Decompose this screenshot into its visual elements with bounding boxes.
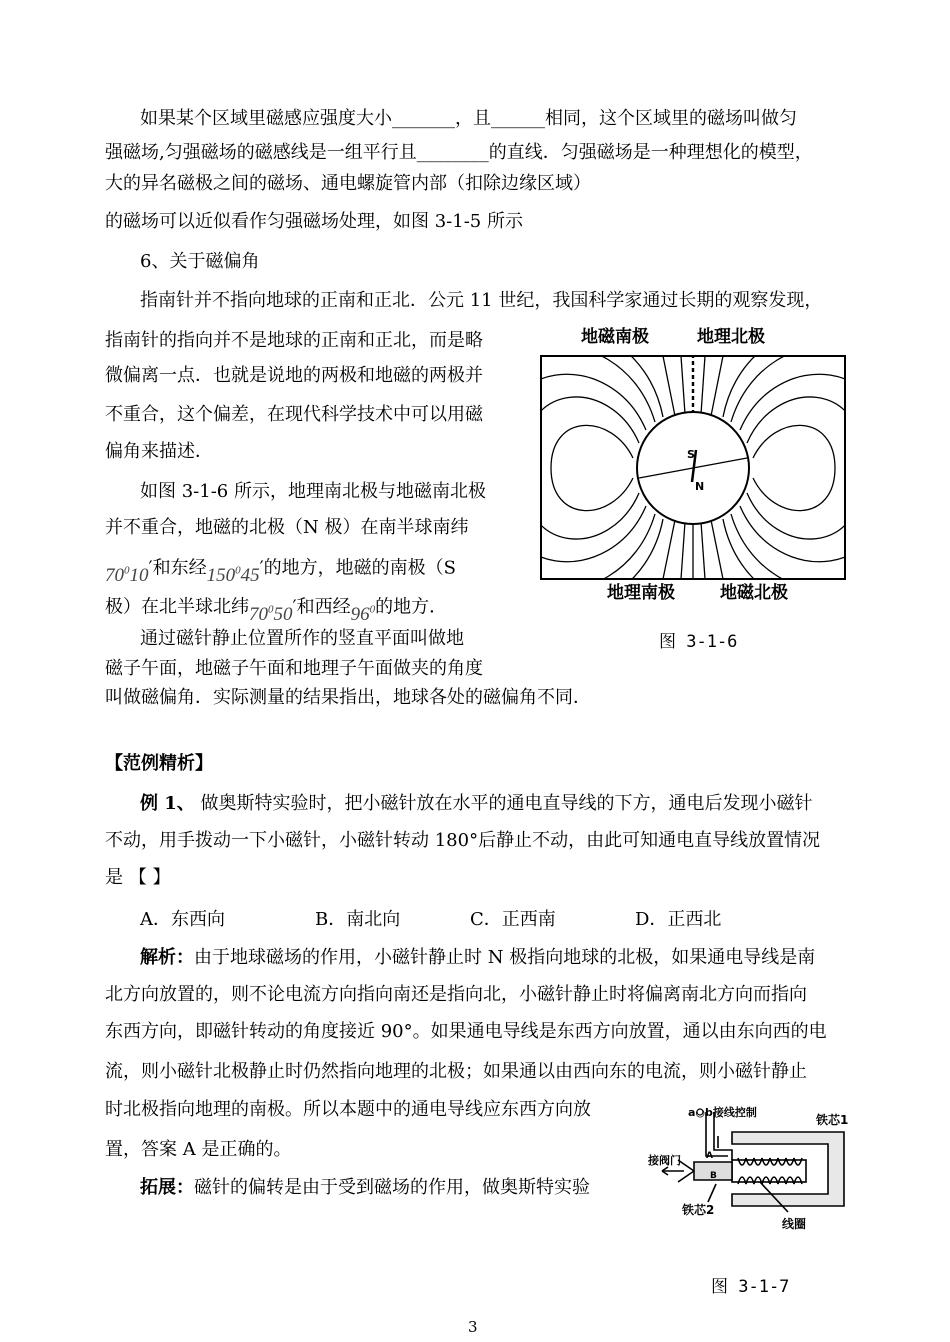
label-geographic-south: 地理南极 [607, 583, 675, 603]
option-b: B．南北向 [315, 909, 401, 930]
analysis-line: 置，答案 A 是正确的。 [105, 1139, 292, 1160]
label-geographic-north: 地理北极 [697, 327, 765, 347]
longitude-value: $150^045$ [206, 565, 260, 587]
latitude-value: $70^050$ [249, 604, 293, 626]
needle-s-label: S [687, 448, 695, 461]
figure-caption: 图 3-1-6 [659, 632, 738, 652]
needle-n-label: N [695, 480, 705, 493]
paragraph-line: 指南针并不指向地球的正南和正北．公元 11 世纪，我国科学家通过长期的观察发现， [140, 290, 823, 311]
analysis-line: 北方向放置的，则不论电流方向指向南还是指向北，小磁针静止时将偏离南北方向而指向 [105, 984, 807, 1005]
extension-line: 拓展：磁针的偏转是由于受到磁场的作用，做奥斯特实验 [140, 1177, 590, 1198]
question-line: 是 【 】 [105, 867, 171, 888]
paragraph-line: 微偏离一点．也就是说地的两极和地磁的两极并 [105, 365, 483, 386]
paragraph-line: 极）在北半球北纬$70^050'$和西经$96^0$的地方． [105, 596, 448, 626]
earth-field-diagram [535, 318, 853, 608]
figure-electromagnet-valve [648, 1102, 858, 1242]
label-geomagnetic-south: 地磁南极 [581, 327, 649, 347]
paragraph-line: 如果某个区域里磁感应强度大小_______，且______相同，这个区域里的磁场叫做匀 [140, 108, 797, 129]
label-core-2: 铁芯2 [682, 1203, 715, 1217]
paragraph-line: 并不重合，地磁的北极（N 极）在南半球南纬 [105, 517, 469, 538]
paragraph-line: 通过磁针静止位置所作的竖直平面叫做地 [140, 628, 464, 649]
paragraph-line: 强磁场,匀强磁场的磁感线是一组平行且________的直线．匀强磁场是一种理想化的模型， [105, 142, 813, 163]
paragraph-line: 大的异名磁极之间的磁场、通电螺旋管内部（扣除边缘区域） [105, 173, 591, 194]
figure-earth-magnetic-field [535, 318, 853, 608]
section-heading: 6、关于磁偏角 [140, 251, 260, 272]
label-geomagnetic-north: 地磁北极 [720, 583, 788, 603]
valve-diagram [648, 1102, 858, 1242]
label-b: B [710, 1171, 717, 1181]
label-ab-control: a○b接线控制 [688, 1106, 757, 1119]
option-a: A．东西向 [140, 909, 225, 930]
label-core-1: 铁芯1 [816, 1113, 849, 1127]
section-title: 【范例精析】 [105, 753, 213, 774]
analysis-line: 时北极指向地理的南极。所以本题中的通电导线应东西方向放 [105, 1099, 591, 1120]
page-number: 3 [468, 1318, 478, 1336]
question-line: 例 1、 做奥斯特实验时，把小磁针放在水平的通电直导线的下方，通电后发现小磁针 [140, 793, 813, 814]
question-line: 不动，用手拨动一下小磁针，小磁针转动 180°后静止不动，由此可知通电直导线放置情况 [105, 830, 821, 851]
extension-label: 拓展： [140, 1177, 194, 1198]
paragraph-line: 的磁场可以近似看作匀强磁场处理，如图 3-1-5 所示 [105, 211, 523, 232]
paragraph-line: $70^010'$和东经$150^045'$的地方，地磁的南极（S [105, 557, 457, 587]
longitude-value: $96^0$ [350, 604, 376, 626]
option-d: D．正西北 [635, 909, 722, 930]
paragraph-line: 磁子午面，地磁子午面和地理子午面做夹的角度 [105, 658, 483, 679]
paragraph-line: 不重合，这个偏差，在现代科学技术中可以用磁 [105, 404, 483, 425]
paragraph-line: 指南针的指向并不是地球的正南和正北，而是略 [105, 330, 483, 351]
paragraph-line: 叫做磁偏角．实际测量的结果指出，地球各处的磁偏角不同． [105, 687, 591, 708]
label-coil: 线圈 [782, 1217, 807, 1231]
label-a: A [706, 1151, 713, 1161]
latitude-value: $70^010$ [105, 565, 149, 587]
question-label: 例 1、 [140, 793, 195, 814]
analysis-line: 解析：由于地球磁场的作用，小磁针静止时 N 极指向地球的北极，如果通电导线是南 [140, 947, 816, 968]
analysis-line: 流，则小磁针北极静止时仍然指向地理的北极；如果通以由西向东的电流，则小磁针静止 [105, 1061, 807, 1082]
analysis-label: 解析： [140, 947, 194, 968]
option-c: C．正西南 [470, 909, 556, 930]
paragraph-line: 如图 3-1-6 所示，地理南北极与地磁南北极 [140, 481, 486, 502]
label-valve: 接阀门 [648, 1154, 681, 1167]
figure-caption: 图 3-1-7 [711, 1277, 790, 1297]
analysis-line: 东西方向，即磁针转动的角度接近 90°。如果通电导线是东西方向放置，通以由东向西的电 [105, 1021, 827, 1042]
paragraph-line: 偏角来描述． [105, 441, 213, 462]
